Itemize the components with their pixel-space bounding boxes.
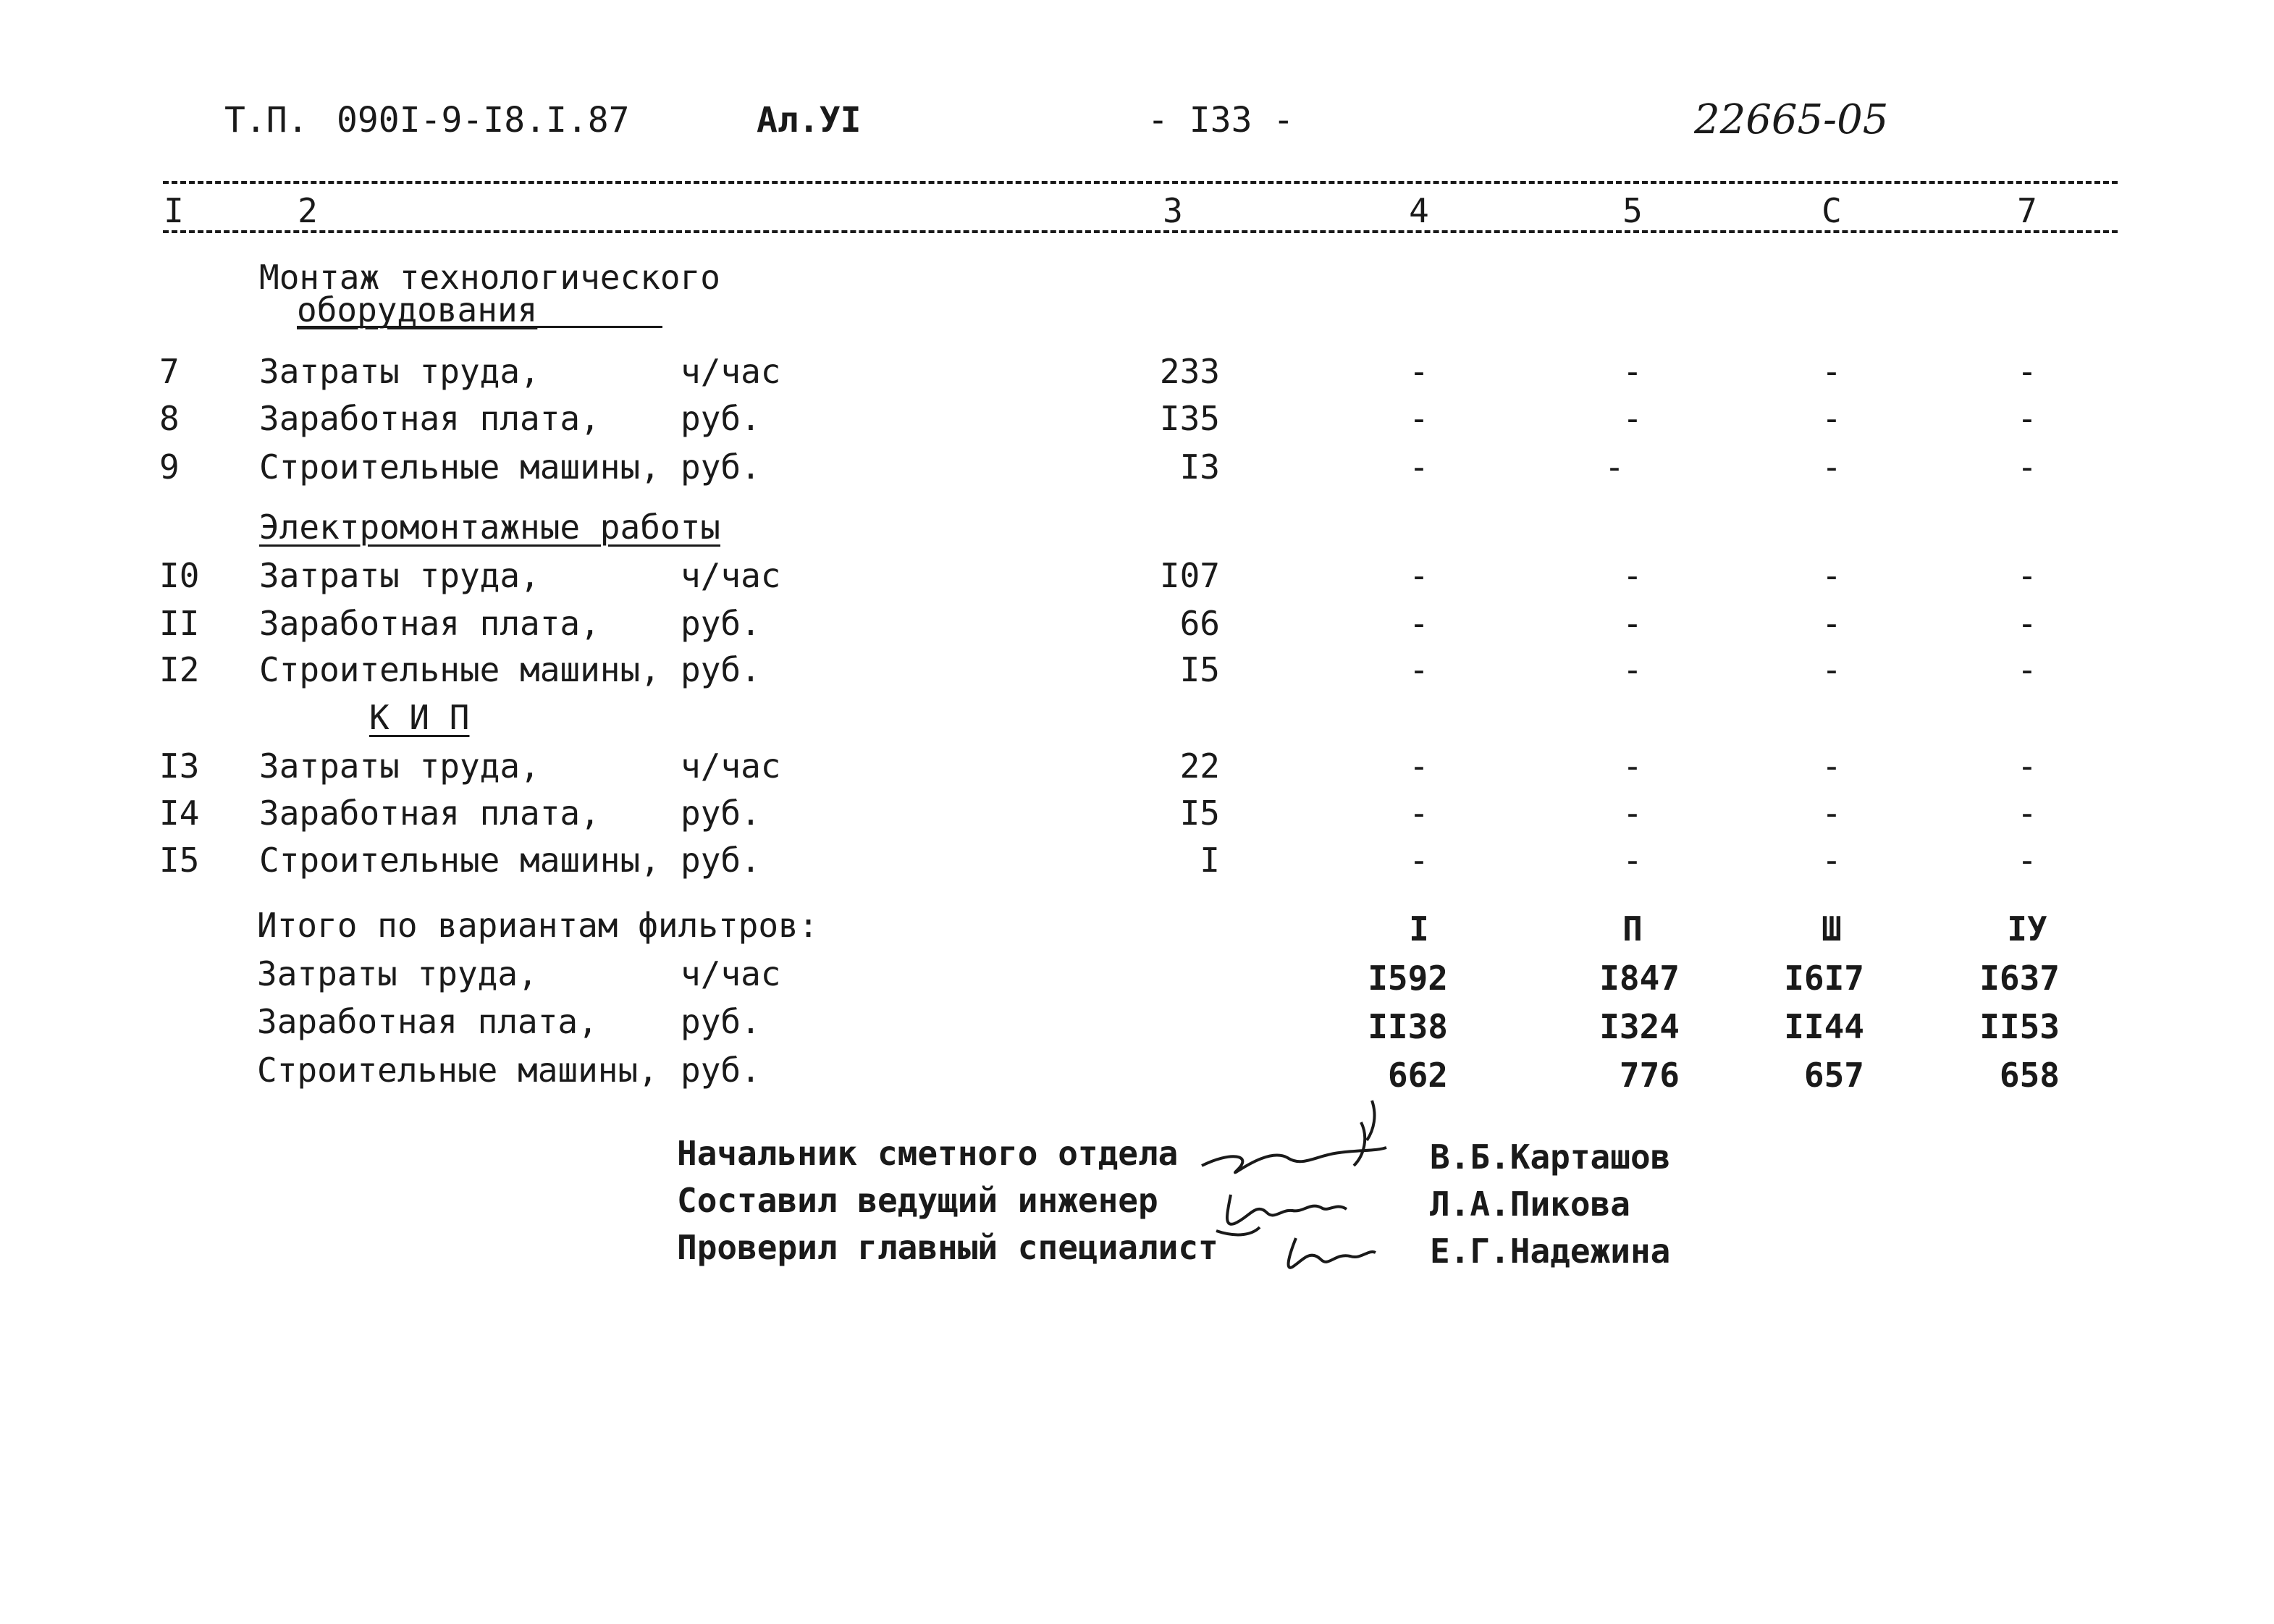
row-dash: - bbox=[1822, 556, 1842, 595]
row-dash: - bbox=[2017, 352, 2037, 391]
variant-header: I bbox=[1409, 909, 1429, 948]
row-label: Заработная плата, bbox=[259, 604, 600, 643]
totals-title: Итого по вариантам фильтров: bbox=[257, 906, 819, 945]
row-dash: - bbox=[2017, 794, 2037, 833]
row-value: I07 bbox=[1159, 556, 1220, 595]
signature-role: Составил ведущий инженер bbox=[677, 1181, 1158, 1220]
variant-header: П bbox=[1622, 909, 1643, 948]
header-bottom-rule bbox=[163, 230, 2118, 233]
totals-value: II38 bbox=[1368, 1007, 1448, 1046]
totals-value: I324 bbox=[1599, 1007, 1680, 1046]
totals-value: I592 bbox=[1368, 959, 1448, 998]
row-number: I0 bbox=[159, 556, 200, 595]
row-number: I2 bbox=[159, 650, 200, 689]
row-value: I bbox=[1200, 841, 1220, 880]
row-dash: - bbox=[2017, 399, 2037, 438]
signature-name: Е.Г.Надежина bbox=[1430, 1232, 1671, 1271]
row-dash: - bbox=[1822, 650, 1842, 689]
row-dash: - bbox=[1409, 604, 1429, 643]
totals-unit: руб. bbox=[681, 1002, 761, 1041]
row-unit: руб. bbox=[681, 794, 761, 833]
row-dash: - bbox=[1622, 650, 1643, 689]
row-dash: - bbox=[1409, 794, 1429, 833]
row-dash: - bbox=[1409, 352, 1429, 391]
row-unit: руб. bbox=[681, 650, 761, 689]
row-dash: - bbox=[1822, 841, 1842, 880]
totals-value: 776 bbox=[1619, 1056, 1680, 1095]
row-label: Строительные машины, bbox=[259, 447, 660, 487]
row-dash: - bbox=[1409, 556, 1429, 595]
row-dash: - bbox=[1622, 556, 1643, 595]
signature-name: В.Б.Карташов bbox=[1430, 1137, 1671, 1177]
row-dash: - bbox=[2017, 447, 2037, 487]
row-dash: - bbox=[1822, 399, 1842, 438]
row-label: Строительные машины, bbox=[259, 650, 660, 689]
inventory-number: 22665-05 bbox=[1694, 96, 1889, 143]
totals-value: II44 bbox=[1784, 1007, 1864, 1046]
section-underline bbox=[297, 326, 662, 328]
row-dash: - bbox=[1822, 352, 1842, 391]
row-unit: ч/час bbox=[681, 352, 781, 391]
row-value: 66 bbox=[1179, 604, 1220, 643]
signature-name: Л.А.Пикова bbox=[1430, 1185, 1630, 1224]
section-title-equipment-line2: оборудования bbox=[297, 290, 538, 329]
col-header-2: 2 bbox=[298, 191, 318, 230]
sheet-label: Ал.УI bbox=[757, 100, 862, 140]
totals-value: I6I7 bbox=[1784, 959, 1864, 998]
row-dash: - bbox=[1822, 604, 1842, 643]
row-dash: - bbox=[2017, 604, 2037, 643]
row-label: Затраты труда, bbox=[259, 746, 540, 786]
row-dash: - bbox=[1822, 794, 1842, 833]
row-value: I5 bbox=[1179, 794, 1220, 833]
row-number: I3 bbox=[159, 746, 200, 786]
col-header-5: 5 bbox=[1622, 191, 1643, 230]
handwritten-signatures bbox=[1187, 1086, 1426, 1296]
row-unit: руб. bbox=[681, 604, 761, 643]
row-number: 7 bbox=[159, 352, 180, 391]
totals-value: 662 bbox=[1387, 1056, 1448, 1095]
col-header-3: 3 bbox=[1163, 191, 1183, 230]
header-top-rule bbox=[163, 181, 2118, 184]
row-unit: руб. bbox=[681, 841, 761, 880]
col-header-4: 4 bbox=[1409, 191, 1429, 230]
row-dash: - bbox=[1409, 399, 1429, 438]
row-unit: руб. bbox=[681, 447, 761, 487]
row-dash: - bbox=[1409, 650, 1429, 689]
row-dash: - bbox=[1604, 447, 1625, 487]
row-dash: - bbox=[1822, 746, 1842, 786]
row-number: 8 bbox=[159, 399, 180, 438]
row-value: I5 bbox=[1179, 650, 1220, 689]
totals-label: Затраты труда, bbox=[257, 954, 538, 993]
col-header-6: С bbox=[1822, 191, 1842, 230]
row-value: I35 bbox=[1159, 399, 1220, 438]
row-number: I4 bbox=[159, 794, 200, 833]
totals-unit: руб. bbox=[681, 1051, 761, 1090]
row-dash: - bbox=[1622, 352, 1643, 391]
row-dash: - bbox=[2017, 556, 2037, 595]
totals-value: II53 bbox=[1979, 1007, 2060, 1046]
row-dash: - bbox=[1822, 447, 1842, 487]
doc-code: 090I-9-I8.I.87 bbox=[337, 100, 630, 140]
row-dash: - bbox=[1409, 746, 1429, 786]
col-header-7: 7 bbox=[2017, 191, 2037, 230]
row-number: 9 bbox=[159, 447, 180, 487]
row-label: Затраты труда, bbox=[259, 352, 540, 391]
variant-header: Ш bbox=[1822, 909, 1842, 948]
row-dash: - bbox=[1622, 604, 1643, 643]
row-value: I3 bbox=[1179, 447, 1220, 487]
row-dash: - bbox=[2017, 650, 2037, 689]
totals-label: Заработная плата, bbox=[257, 1002, 598, 1041]
row-dash: - bbox=[1409, 447, 1429, 487]
row-dash: - bbox=[1409, 841, 1429, 880]
row-value: 233 bbox=[1159, 352, 1220, 391]
section-title-kip: К И П bbox=[369, 698, 470, 737]
page-number: - I33 - bbox=[1147, 100, 1294, 140]
row-unit: ч/час bbox=[681, 746, 781, 786]
totals-value: I847 bbox=[1599, 959, 1680, 998]
section-title-electrical: Электромонтажные работы bbox=[259, 508, 720, 547]
col-header-1: I bbox=[164, 191, 184, 230]
row-dash: - bbox=[1622, 746, 1643, 786]
totals-value: 658 bbox=[1999, 1056, 2060, 1095]
row-dash: - bbox=[1622, 794, 1643, 833]
totals-label: Строительные машины, bbox=[257, 1051, 658, 1090]
row-dash: - bbox=[2017, 841, 2037, 880]
row-label: Затраты труда, bbox=[259, 556, 540, 595]
signature-role: Начальник сметного отдела bbox=[677, 1134, 1179, 1173]
doc-prefix: Т.П. bbox=[224, 100, 308, 140]
row-unit: ч/час bbox=[681, 556, 781, 595]
row-value: 22 bbox=[1179, 746, 1220, 786]
row-dash: - bbox=[1622, 399, 1643, 438]
section-title-equipment: Монтаж технологического bbox=[259, 258, 720, 297]
row-unit: руб. bbox=[681, 399, 761, 438]
totals-unit: ч/час bbox=[681, 954, 781, 993]
row-number: I5 bbox=[159, 841, 200, 880]
totals-value: I637 bbox=[1979, 959, 2060, 998]
row-number: II bbox=[159, 604, 200, 643]
signature-role: Проверил главный специалист bbox=[677, 1228, 1218, 1267]
row-label: Строительные машины, bbox=[259, 841, 660, 880]
variant-header: IУ bbox=[2007, 909, 2047, 948]
row-label: Заработная плата, bbox=[259, 794, 600, 833]
row-dash: - bbox=[2017, 746, 2037, 786]
totals-value: 657 bbox=[1803, 1056, 1864, 1095]
row-label: Заработная плата, bbox=[259, 399, 600, 438]
row-dash: - bbox=[1622, 841, 1643, 880]
